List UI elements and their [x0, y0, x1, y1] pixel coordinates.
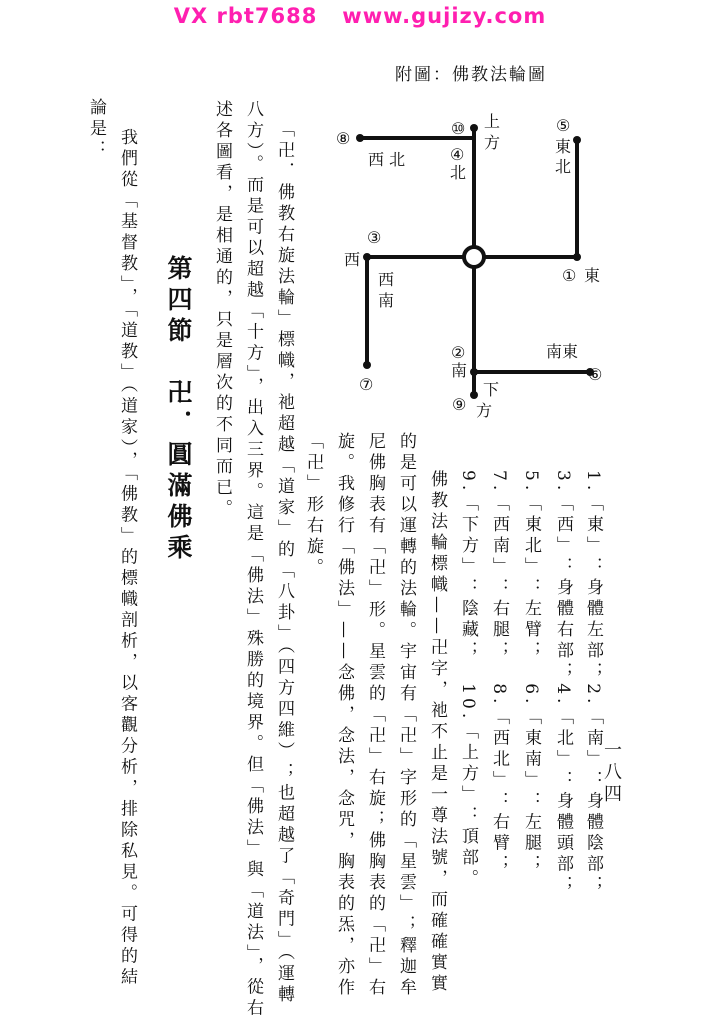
marker-10: ⑩ [451, 119, 466, 138]
text-column-9: 旋。我修行「佛法」——念佛，念法，念咒，胸表的炁，亦作 [334, 432, 354, 999]
page-number: 一八四 [601, 740, 622, 806]
marker-1: ① [562, 266, 577, 285]
label-down-1: 下 [483, 380, 500, 399]
text-column-6: 佛教法輪標幟——卍字，祂不止是一尊法號，而確確實實 [427, 470, 447, 995]
text-column-10: 「卍」形右旋。 [303, 432, 323, 579]
text-column-3: 5.「東北」：左臂； 6.「東南」：左腿； [521, 470, 541, 876]
text-column-7: 的是可以運轉的法輪。宇宙有「卍」字形的「星雲」；釋迦牟 [396, 432, 416, 999]
label-northeast-2: 北 [555, 157, 572, 176]
text-column-15: 論是： [86, 98, 106, 161]
label-west: 西 [344, 250, 361, 269]
text-column-12: 八方）。而是可以超越「十方」，出入三界。這是「佛法」殊勝的境界。但「佛法」與「道法」，從右 [243, 100, 263, 1020]
label-east: 東 [584, 266, 601, 285]
marker-4: ④ [450, 145, 465, 164]
text-column-5: 9.「下方」：陰藏； 10.「上方」：頂部。 [458, 470, 478, 891]
marker-6: ⑥ [588, 365, 603, 384]
text-column-8: 尼佛胸表有「卍」形。星雲的「卍」右旋；佛胸表的「卍」右 [365, 432, 385, 999]
label-down-2: 方 [476, 401, 493, 420]
label-southeast: 南東 [546, 342, 579, 361]
label-northeast-1: 東 [555, 137, 572, 156]
text-column-2: 3.「西」：身體右部；4.「北」：身體頭部； [553, 470, 573, 897]
label-up-1: 上 [484, 112, 501, 131]
marker-7: ⑦ [359, 375, 374, 394]
marker-9: ⑨ [452, 395, 467, 414]
marker-5: ⑤ [556, 116, 571, 135]
text-column-14: 我們從「基督教」，「道教」（道家），「佛教」的標幟剖析，以客觀分析，排除私見。可得的結 [117, 128, 137, 989]
label-north: 北 [450, 163, 467, 182]
label-northwest: 西 北 [368, 150, 406, 169]
text-column-13: 述各圖看，是相通的，只是層次的不同而已。 [212, 100, 232, 520]
label-southwest-1: 西 [378, 270, 395, 289]
watermark: VX rbt7688 www.gujizy.com [173, 4, 547, 28]
text-column-11: 「卍．佛教右旋法輪」標幟，祂超越「道家」的「八卦」（四方四維）；也超越了「奇門」（運轉 [274, 120, 294, 1006]
marker-3: ③ [367, 228, 382, 247]
marker-8: ⑧ [336, 129, 351, 148]
wheel-hub [464, 247, 484, 267]
label-southwest-2: 南 [378, 291, 395, 310]
label-up-2: 方 [484, 133, 501, 152]
marker-2: ② [451, 343, 466, 362]
label-south: 南 [451, 361, 468, 380]
section-heading: 第四節 卍．圓滿佛乘 [164, 255, 193, 565]
text-column-4: 7.「西南」：右腿； 8.「西北」：右臂； [489, 470, 509, 876]
text-column-1: 1.「東」：身體左部；2.「南」：身體陰部； [583, 470, 603, 897]
figure-title: 附圖：佛教法輪圖 [395, 65, 547, 85]
